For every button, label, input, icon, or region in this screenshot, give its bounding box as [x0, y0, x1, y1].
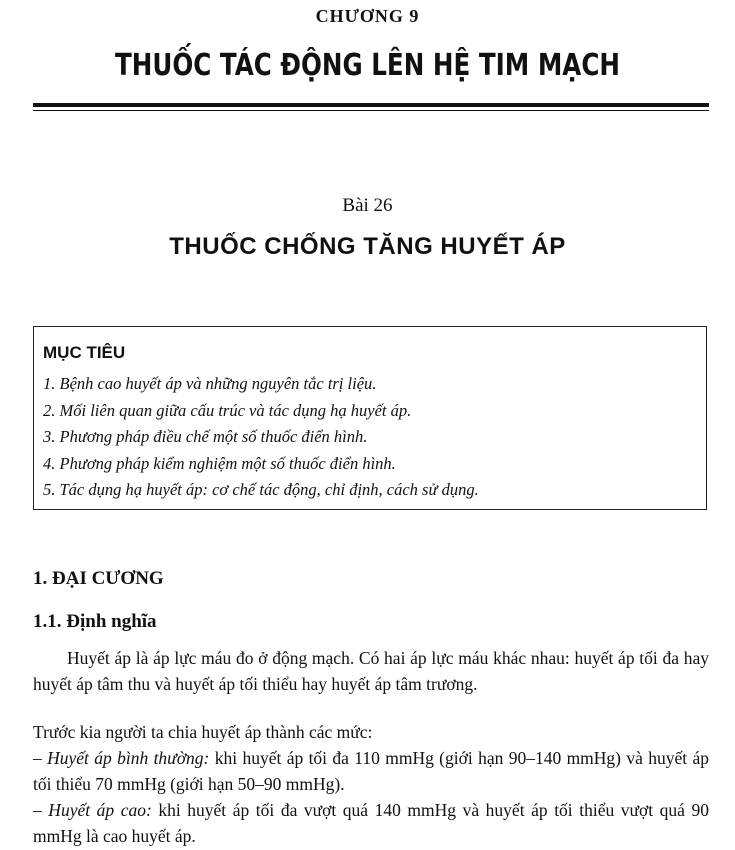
text-high-bp: khi huyết áp tối đa vượt quá 140 mmHg và huyết áp tối thiểu vượt quá 90 mmHg là cao huyết áp. — [33, 800, 709, 846]
term-high-bp: – Huyết áp cao: — [33, 800, 152, 820]
objective-item: 3. Phương pháp điều chế một số thuốc điển hình. — [43, 427, 368, 446]
objective-item: 5. Tác dụng hạ huyết áp: cơ chế tác động, chỉ định, cách sử dụng. — [43, 480, 479, 499]
objective-item: 4. Phương pháp kiểm nghiệm một số thuốc điển hình. — [43, 453, 396, 473]
text-normal-bp: khi huyết áp tối đa 110 mmHg (giới hạn 90–140 mmHg) và huyết áp tối thiểu 70 mmHg (giới hạn 50–90 mmHg). — [33, 748, 709, 794]
objective-item: 1. Bệnh cao huyết áp và những nguyên tắc trị liệu. — [43, 374, 377, 393]
paragraph-high-bp — [33, 797, 709, 849]
lesson-label: Bài 26 — [342, 195, 393, 216]
paragraph-normal-bp — [33, 745, 709, 797]
title-rule-thick — [33, 103, 709, 107]
chapter-title: THUỐC TÁC ĐỘNG LÊN HỆ TIM MẠCH — [114, 48, 620, 83]
objectives-heading: MỤC TIÊU — [43, 343, 126, 362]
term-normal-bp: – Huyết áp bình thường: — [33, 748, 210, 768]
title-rule-thin — [33, 110, 709, 111]
section-heading: 1. ĐẠI CƯƠNG — [33, 568, 164, 589]
subsection-heading: 1.1. Định nghĩa — [33, 611, 157, 632]
paragraph-levels-intro: Trước kia người ta chia huyết áp thành các mức: — [33, 722, 373, 742]
lesson-title: THUỐC CHỐNG TĂNG HUYẾT ÁP — [169, 233, 566, 260]
objective-item: 2. Mối liên quan giữa cấu trúc và tác dụng hạ huyết áp. — [43, 400, 412, 420]
chapter-label: CHƯƠNG 9 — [315, 6, 420, 26]
objectives-list — [43, 371, 479, 504]
paragraph-definition: Huyết áp là áp lực máu đo ở động mạch. Có hai áp lực máu khác nhau: huyết áp tối đa hay huyết áp tâm thu và huyết áp tối thiểu hay huyết áp tâm trương. — [33, 648, 709, 694]
objectives-box — [33, 326, 707, 510]
